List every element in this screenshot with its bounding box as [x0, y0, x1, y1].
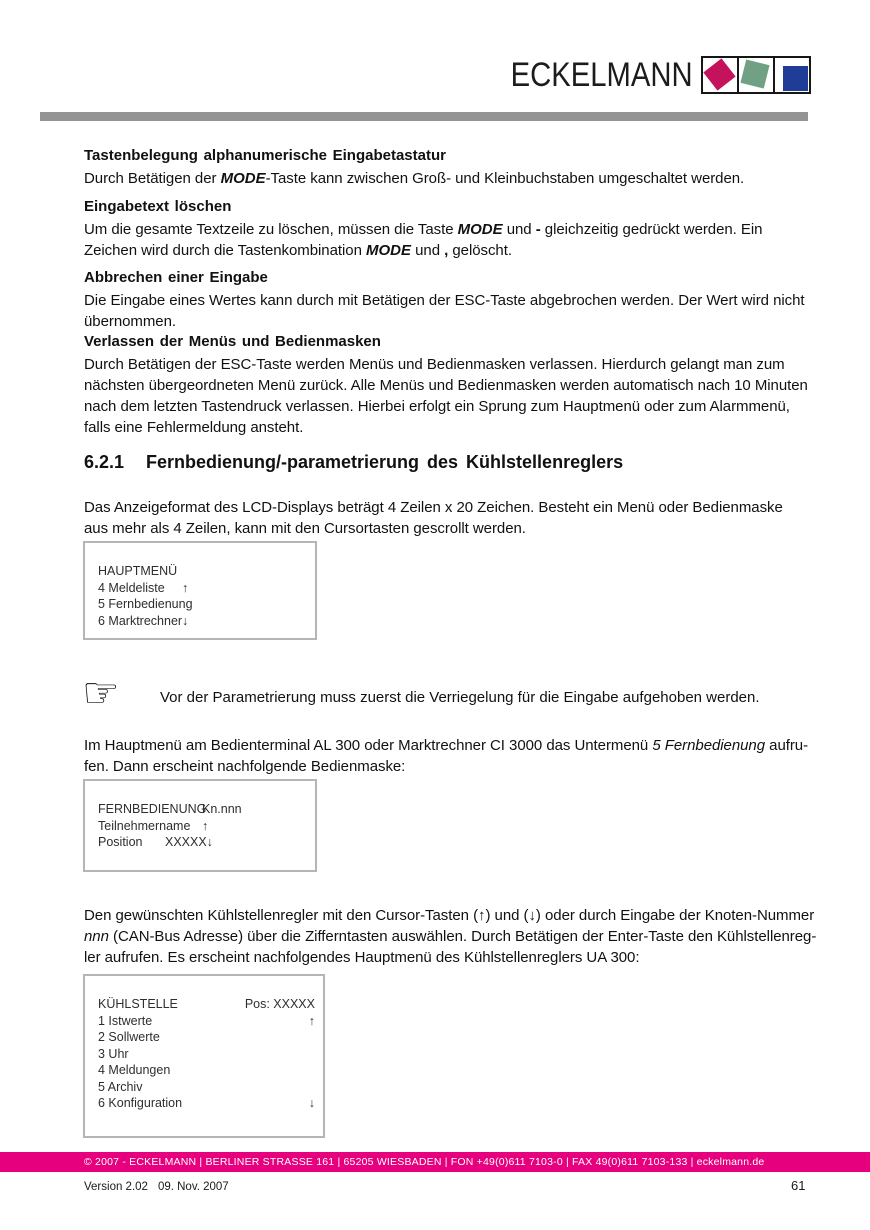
section-heading — [84, 452, 808, 473]
down-arrow-icon: XXXXX↓ — [165, 835, 213, 849]
lcd-line: Position XXXXX↓ — [98, 835, 213, 849]
lcd-display-hauptmenu — [83, 541, 317, 640]
logo-blue-square-icon — [773, 56, 811, 94]
footer-address: © 2007 - ECKELMANN | BERLINER STRASSE 161 | 65205 WIESBADEN | FON +49(0)611 7103-0 | FAX 49(0)611 7103-133 | eckelmann.de — [84, 1156, 765, 1168]
lcd-display-kuehlstelle — [83, 974, 325, 1138]
logo-wordmark: ECKELMANN — [511, 56, 693, 94]
lcd-menu-item: 4 Meldungen — [98, 1063, 171, 1077]
up-arrow-icon: ↑ — [308, 1013, 315, 1028]
paragraph-loeschen: Um die gesamte Textzeile zu löschen, müssen die Taste MODE und - gleichzeitig gedrückt werden. Ein Zeichen wird durch die Tastenkombination MODE und , gelöscht. — [84, 221, 763, 259]
footer-address-bar — [0, 1152, 870, 1172]
lcd-menu-item: 5 Archiv — [98, 1079, 143, 1094]
page-number: 61 — [791, 1178, 806, 1193]
lcd-line: Teilnehmername ↑ — [98, 818, 209, 833]
lcd-pos-value: Pos: XXXXX — [244, 997, 315, 1011]
paragraph-mode: Durch Betätigen der MODE-Taste kann zwischen Groß- und Kleinbuchstaben umgeschaltet werden. — [84, 170, 745, 187]
version-line — [84, 1181, 229, 1193]
logo-magenta-diamond-icon — [701, 56, 739, 94]
lcd-menu-item: 2 Sollwerte — [98, 1030, 160, 1044]
lcd-line: FERNBEDIENUNGKn.nnn — [98, 802, 242, 816]
heading-eingabetext-loeschen: Eingabetext löschen — [84, 198, 232, 215]
lcd-menu-item: 1 Istwerte ↑ — [98, 1013, 315, 1028]
down-arrow-icon: ↓ — [308, 1096, 315, 1110]
lcd-menu-item: 5 Fernbedienung — [98, 597, 193, 611]
lcd-title-row: KÜHLSTELLE Pos: XXXXX — [98, 997, 315, 1011]
heading-verlassen: Verlassen der Menüs und Bedienmasken — [84, 333, 381, 350]
up-arrow-icon: ↑ — [182, 580, 189, 595]
eckelmann-logo — [481, 56, 811, 94]
down-arrow-icon: ↓ — [182, 613, 189, 628]
paragraph-display-format: Das Anzeigeformat des LCD-Displays beträgt 4 Zeilen x 20 Zeichen. Besteht ein Menü oder Bedienmaske aus mehr als 4 Zeilen, kann mit den Cursortasten gescrollt werden. — [84, 499, 783, 537]
version-date: 09. Nov. 2007 — [157, 1181, 229, 1193]
version-label: Version 2.02 — [84, 1181, 148, 1193]
pointing-hand-icon: ☞ — [82, 669, 120, 716]
header-rule — [40, 112, 808, 121]
lcd-menu-item: 3 Uhr — [98, 1046, 129, 1061]
heading-abbrechen: Abbrechen einer Eingabe — [84, 269, 268, 286]
paragraph-abbrechen: Die Eingabe eines Wertes kann durch mit Betätigen der ESC-Taste abgebrochen werden. Der Wert wird nicht übernommen. — [84, 292, 805, 330]
lcd-menu-item: 6 Konfiguration ↓ — [98, 1096, 315, 1110]
lcd-menu-item: 4 Meldeliste ↑ — [98, 580, 189, 595]
lcd-display-fernbedienung — [83, 779, 317, 872]
logo-marks — [701, 56, 811, 94]
paragraph-regler-auswahl: Den gewünschten Kühlstellenregler mit den Cursor-Tasten (↑) und (↓) oder durch Eingabe der Knoten-Nummer nnn (CAN-Bus Adresse) über die Zifferntasten auswählen. Durch Betätigen der Enter-Taste den Kühlstellenreg- ler aufrufen. Es erscheint nachfolgendes Hauptmenü des Kühlstellenreglers UA 300: — [84, 907, 817, 966]
heading-tastenbelegung: Tastenbelegung alphanumerische Eingabetastatur — [84, 147, 446, 164]
up-arrow-icon: ↑ — [202, 818, 209, 833]
section-title: Fernbedienung/-parametrierung des Kühlstellenreglers — [146, 452, 624, 472]
logo-green-square-icon — [737, 56, 775, 94]
lcd-menu-item: 6 Marktrechner↓ — [98, 613, 189, 628]
note-text: Vor der Parametrierung muss zuerst die Verriegelung für die Eingabe aufgehoben werden. — [160, 689, 760, 706]
paragraph-verlassen: Durch Betätigen der ESC-Taste werden Menüs und Bedienmasken verlassen. Hierdurch gelangt man zum nächsten übergeordneten Menü zurück. Alle Menüs und Bedienmasken werden automatisch nach 10 Minuten nach dem letzten Tastendruck verlassen. Hierbei erfolgt ein Sprung zum Hauptmenü oder zum Alarmmenü, falls eine Fehlermeldung ansteht. — [84, 356, 808, 436]
paragraph-hauptmenu-aufrufen: Im Hauptmenü am Bedienterminal AL 300 oder Marktrechner CI 3000 das Untermenü 5 Fernbedienung aufru- fen. Dann erscheint nachfolgende Bedienmaske: — [84, 737, 809, 775]
section-number: 6.2.1 — [84, 452, 125, 472]
lcd-title: HAUPTMENÜ — [98, 564, 178, 578]
